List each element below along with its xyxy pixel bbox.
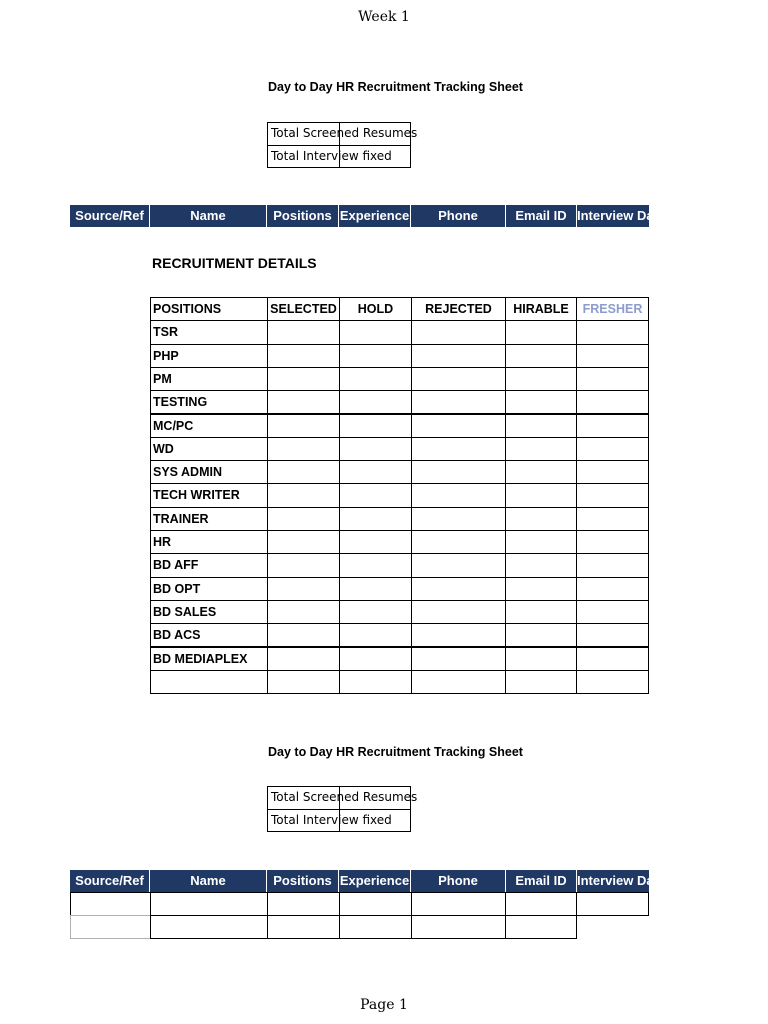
recruitment-cell[interactable]: [411, 437, 506, 461]
col-name-2: Name: [150, 870, 267, 892]
recruitment-col-positions: POSITIONS: [150, 297, 268, 321]
recruitment-cell[interactable]: [411, 530, 506, 554]
recruitment-cell[interactable]: [505, 367, 577, 391]
totals-screened-label: Total Screened Resumes: [271, 126, 418, 140]
page-footer-number: Page 1: [360, 997, 408, 1013]
recruitment-cell[interactable]: [505, 483, 577, 507]
recruitment-cell[interactable]: [576, 553, 649, 577]
recruitment-cell[interactable]: [411, 623, 506, 647]
recruitment-cell[interactable]: [505, 390, 577, 414]
recruitment-cell[interactable]: [339, 507, 412, 531]
recruitment-cell[interactable]: [576, 670, 649, 694]
recruitment-cell[interactable]: [576, 623, 649, 647]
col-interview-date: Interview Date: [577, 208, 666, 223]
position-row-label: SYS ADMIN: [150, 460, 268, 484]
page-header-week: Week 1: [358, 9, 410, 25]
position-row-label: BD MEDIAPLEX: [150, 647, 268, 671]
col-source-ref: Source/Ref: [70, 205, 150, 227]
col-phone: Phone: [411, 205, 506, 227]
recruitment-cell[interactable]: [411, 577, 506, 601]
recruitment-cell[interactable]: [267, 367, 340, 391]
recruitment-cell[interactable]: [267, 344, 340, 368]
recruitment-cell[interactable]: [576, 390, 649, 414]
recruitment-cell[interactable]: [267, 437, 340, 461]
recruitment-cell[interactable]: [339, 344, 412, 368]
col-positions: Positions: [267, 205, 339, 227]
recruitment-cell[interactable]: [339, 483, 412, 507]
recruitment-cell[interactable]: [505, 577, 577, 601]
entry-cell[interactable]: [411, 915, 506, 939]
recruitment-cell[interactable]: [411, 483, 506, 507]
recruitment-cell[interactable]: [411, 553, 506, 577]
sheet-title: Day to Day HR Recruitment Tracking Sheet: [268, 80, 523, 94]
sheet-title-2: Day to Day HR Recruitment Tracking Sheet: [268, 745, 523, 759]
recruitment-cell[interactable]: [267, 670, 340, 694]
recruitment-cell[interactable]: [339, 647, 412, 671]
recruitment-cell[interactable]: [267, 600, 340, 624]
position-row-label: BD AFF: [150, 553, 268, 577]
recruitment-cell[interactable]: [505, 647, 577, 671]
col-interview-date-2: Interview Date: [577, 873, 666, 888]
recruitment-cell[interactable]: [505, 623, 577, 647]
recruitment-cell[interactable]: [339, 414, 412, 438]
recruitment-cell[interactable]: [505, 507, 577, 531]
position-row-label: TESTING: [150, 390, 268, 414]
recruitment-cell[interactable]: [267, 553, 340, 577]
recruitment-cell[interactable]: [339, 530, 412, 554]
entry-cell[interactable]: [150, 915, 268, 939]
recruitment-cell[interactable]: [267, 414, 340, 438]
recruitment-cell[interactable]: [339, 460, 412, 484]
entry-cell[interactable]: [150, 892, 268, 916]
position-row-label: [150, 670, 268, 694]
position-row-label: BD ACS: [150, 623, 268, 647]
recruitment-cell[interactable]: [411, 320, 506, 344]
recruitment-cell[interactable]: [267, 647, 340, 671]
recruitment-cell[interactable]: [505, 553, 577, 577]
recruitment-cell[interactable]: [576, 460, 649, 484]
col-email-id-2: Email ID: [506, 870, 577, 892]
position-row-label: MC/PC: [150, 414, 268, 438]
recruitment-cell[interactable]: [411, 367, 506, 391]
entry-cell[interactable]: [70, 892, 151, 916]
recruitment-cell[interactable]: [411, 344, 506, 368]
totals-interview-label: Total Interview fixed: [271, 149, 392, 163]
recruitment-cell[interactable]: [576, 483, 649, 507]
tracking-header-row-2: [70, 870, 666, 892]
entry-cell[interactable]: [339, 915, 412, 939]
recruitment-cell[interactable]: [411, 600, 506, 624]
entry-cell[interactable]: [267, 892, 340, 916]
recruitment-cell[interactable]: [505, 320, 577, 344]
totals-interview-cell-2[interactable]: [267, 809, 392, 832]
entry-cell[interactable]: [267, 915, 340, 939]
recruitment-col-hirable: HIRABLE: [505, 297, 577, 321]
recruitment-cell[interactable]: [339, 623, 412, 647]
totals-screened-cell-2[interactable]: [267, 786, 418, 810]
entry-cell[interactable]: [576, 892, 649, 916]
recruitment-cell[interactable]: [576, 414, 649, 438]
recruitment-col-selected: SELECTED: [267, 297, 340, 321]
col-positions-2: Positions: [267, 870, 339, 892]
position-row-label: PHP: [150, 344, 268, 368]
recruitment-cell[interactable]: [576, 507, 649, 531]
totals-screened-value[interactable]: [339, 122, 411, 146]
recruitment-cell[interactable]: [339, 320, 412, 344]
recruitment-cell[interactable]: [411, 460, 506, 484]
recruitment-col-rejected: REJECTED: [411, 297, 506, 321]
recruitment-cell[interactable]: [576, 600, 649, 624]
recruitment-cell[interactable]: [411, 647, 506, 671]
recruitment-cell[interactable]: [505, 344, 577, 368]
col-source-ref-2: Source/Ref: [70, 870, 150, 892]
col-experience-2: Experience: [339, 870, 411, 892]
entry-cell[interactable]: [339, 892, 412, 916]
recruitment-cell[interactable]: [267, 460, 340, 484]
recruitment-cell[interactable]: [576, 367, 649, 391]
totals-interview-value[interactable]: [339, 145, 411, 168]
recruitment-cell[interactable]: [576, 437, 649, 461]
col-name: Name: [150, 205, 267, 227]
entry-cell[interactable]: [505, 892, 577, 916]
recruitment-cell[interactable]: [411, 390, 506, 414]
totals-interview-value-2[interactable]: [339, 809, 411, 832]
recruitment-cell[interactable]: [267, 320, 340, 344]
entry-cell[interactable]: [505, 915, 577, 939]
position-row-label: HR: [150, 530, 268, 554]
recruitment-cell[interactable]: [505, 460, 577, 484]
recruitment-cell[interactable]: [576, 647, 649, 671]
tracking-header-row: [70, 205, 666, 227]
totals-screened-value-2[interactable]: [339, 786, 411, 810]
recruitment-cell[interactable]: [339, 390, 412, 414]
totals-interview-label-2: Total Interview fixed: [271, 813, 392, 827]
recruitment-cell[interactable]: [339, 670, 412, 694]
recruitment-cell[interactable]: [267, 483, 340, 507]
recruitment-heading: RECRUITMENT DETAILS: [152, 255, 317, 271]
recruitment-cell[interactable]: [505, 600, 577, 624]
position-row-label: BD SALES: [150, 600, 268, 624]
entry-cell[interactable]: [411, 892, 506, 916]
col-experience: Experience: [339, 205, 411, 227]
position-row-label: BD OPT: [150, 577, 268, 601]
recruitment-cell[interactable]: [267, 390, 340, 414]
recruitment-cell[interactable]: [411, 670, 506, 694]
recruitment-cell[interactable]: [339, 600, 412, 624]
recruitment-cell[interactable]: [505, 437, 577, 461]
recruitment-cell[interactable]: [505, 670, 577, 694]
recruitment-cell[interactable]: [505, 530, 577, 554]
position-row-label: PM: [150, 367, 268, 391]
totals-interview-cell[interactable]: [267, 145, 392, 168]
position-row-label: TECH WRITER: [150, 483, 268, 507]
recruitment-cell[interactable]: [339, 367, 412, 391]
recruitment-col-fresher: FRESHER: [576, 297, 649, 321]
recruitment-cell[interactable]: [576, 530, 649, 554]
recruitment-cell[interactable]: [267, 623, 340, 647]
recruitment-cell[interactable]: [576, 320, 649, 344]
recruitment-cell[interactable]: [411, 414, 506, 438]
recruitment-cell[interactable]: [411, 507, 506, 531]
recruitment-cell[interactable]: [339, 437, 412, 461]
col-email-id: Email ID: [506, 205, 577, 227]
position-row-label: TSR: [150, 320, 268, 344]
position-row-label: TRAINER: [150, 507, 268, 531]
col-phone-2: Phone: [411, 870, 506, 892]
totals-screened-cell[interactable]: [267, 122, 418, 146]
recruitment-col-hold: HOLD: [339, 297, 412, 321]
recruitment-cell[interactable]: [267, 577, 340, 601]
recruitment-cell[interactable]: [576, 577, 649, 601]
entry-cell[interactable]: [70, 915, 151, 939]
recruitment-cell[interactable]: [339, 553, 412, 577]
position-row-label: WD: [150, 437, 268, 461]
recruitment-cell[interactable]: [505, 414, 577, 438]
recruitment-cell[interactable]: [267, 530, 340, 554]
recruitment-cell[interactable]: [339, 577, 412, 601]
totals-screened-label-2: Total Screened Resumes: [271, 790, 418, 804]
recruitment-cell[interactable]: [267, 507, 340, 531]
recruitment-cell[interactable]: [576, 344, 649, 368]
